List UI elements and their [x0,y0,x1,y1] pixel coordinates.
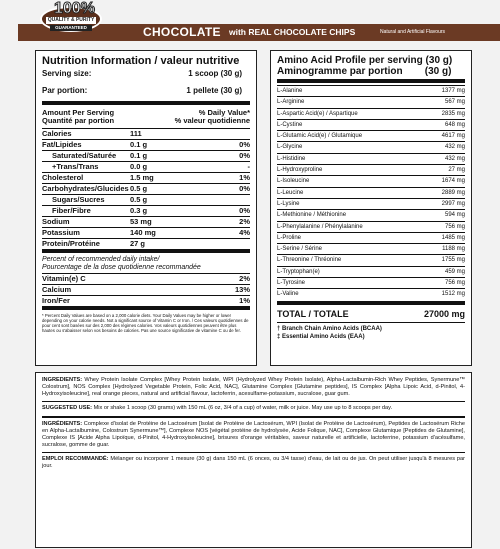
nutrient-name: Sodium [42,217,70,226]
amino-row [277,108,465,119]
amino-name: L-Isoleucine [277,178,310,185]
nutrient-quantity: 0.5 g [130,184,148,193]
divider [42,416,465,418]
suggested-use-en [42,405,465,412]
vitamin-row [42,295,250,306]
amino-name: L-Aspartic Acid(e) / Aspartique [277,110,358,117]
vitamin-pct: 1% [239,296,250,305]
amino-name: L-Alanine [277,88,303,94]
amino-row [277,153,465,164]
amino-row [277,266,465,277]
nutrition-row [42,216,250,227]
amino-value: 2835 mg [441,110,465,117]
flavor-name: CHOCOLATE [143,25,221,39]
ingredients-en [42,377,465,398]
amino-name: L-Proline [277,234,302,241]
vitamin-rows [42,273,250,306]
nutrition-row [42,238,250,249]
per-portion-value: 1 pellete (30 g) [186,86,242,95]
amino-value: 594 mg [444,212,465,219]
product-header [18,0,500,45]
vitamin-pct: 13% [234,285,250,294]
amino-name: L-Valine [277,291,299,298]
nutrient-quantity: 0.1 g [130,151,148,160]
amino-name: L-Histidine [277,155,306,162]
vitamin-name: Iron/Fer [42,296,70,305]
badge-line-1: QUALITY & PURITY [47,17,95,23]
amino-value: 27 mg [448,167,465,174]
vitamin-name: Vitamin(e) C [42,274,86,283]
nutrient-daily-value: - [247,162,250,171]
nutrient-name: Cholesterol [42,173,84,182]
amino-row [277,277,465,288]
vitamin-name: Calcium [42,285,72,294]
per-portion-row [42,86,250,101]
nutrient-quantity: 0.5 g [130,195,148,204]
nutrient-daily-value: 0% [239,140,250,149]
per-portion-label: Par portion: [42,86,88,95]
nutrient-quantity: 1.5 mg [130,173,154,182]
nutrition-row [42,227,250,238]
nutrient-name: Saturated/Saturée [52,151,117,160]
vitamin-pct: 2% [239,274,250,283]
amino-title-fr: Aminogramme par portion (30 g) [277,66,452,77]
nutrient-name: Potassium [42,228,80,237]
nutrition-row [42,172,250,183]
amino-value: 756 mg [444,223,465,230]
nutrition-rows [42,128,250,249]
amino-total-value: 27000 mg [423,308,465,319]
serving-size-label: Serving size: [42,69,92,78]
amino-name: L-Hydroxyproline [277,167,323,174]
amino-total-row [277,305,465,320]
emploi-label: EMPLOI RECOMMANDÉ: [42,456,109,462]
nutrition-panel [35,50,257,366]
bcaa-note: † Branch Chain Amino Acids (BCAA) [277,325,382,332]
amino-name: L-Lysine [277,200,300,207]
nutrient-name: Sugars/Sucres [52,195,105,204]
nutrition-row [42,128,250,139]
flavor-with: with REAL CHOCOLATE CHIPS [229,27,356,37]
ingredients-fr-text: Complexe d'isolat de Protéine de Lactosérum [Isolat de Protéine de Lactosérum, WPI (Isolat de Protéine de Lactosérum), Peptides de Lactosérum Riche en Alpha-Lactalbumine, Colostrum Synermune™], Complexe NOS [végétal protéine de hydrolysée, Acide Folique, NAC], Complexe Glutamique [Peptides de Glutamine], Complexe IS [Acide Alpha Lipoïque, d-Pinitol, 4-Hydroxyisoleucine], brisures d'orange véritables, saveur naturelle et artificielle, lactoferrine, potassium d'acésulfame, sucralose, gomme de guar. [42,421,465,448]
amino-name: L-Leucine [277,189,304,196]
nutrition-row [42,139,250,150]
amino-name: L-Methionine / Méthionine [277,212,347,219]
amino-value: 1485 mg [441,234,465,241]
amino-value: 432 mg [444,155,465,162]
nutrition-row [42,150,250,161]
nutrient-quantity: 0.3 g [130,206,148,215]
nutrition-row [42,183,250,194]
nutrient-daily-value: 4% [239,228,250,237]
amino-value: 1377 mg [441,88,465,94]
divider [42,452,465,453]
amino-name: L-Arginine [277,99,305,106]
amino-name: L-Glutamic Acid(e) / Glutamique [277,133,363,140]
ingredients-fr [42,421,465,449]
amino-title-en: Amino Acid Profile per serving (30 g) [277,55,453,66]
nutrient-name: Protein/Protéine [42,239,100,248]
nutrition-title: Nutrition Information / valeur nutritive [42,55,240,67]
suggested-use-fr [42,456,465,470]
nutrient-name: Carbohydrates/Glucides [42,184,129,193]
nutrient-daily-value: 2% [239,217,250,226]
nutrient-daily-value: 0% [239,184,250,193]
amount-header-en: Amount Per Serving [42,108,115,117]
amino-value: 1512 mg [441,291,465,298]
nutrient-quantity: 0.0 g [130,162,148,171]
nutrient-daily-value: 0% [239,206,250,215]
divider [42,401,465,402]
nutrient-quantity: 111 [130,129,142,138]
ingredients-fr-label: INGRÉDIENTS: [42,421,83,427]
dv-header-fr: % valeur quotidienne [174,116,250,125]
nutrient-daily-value: 1% [239,173,250,182]
amino-row [277,187,465,198]
amino-value: 1188 mg [442,246,465,253]
amino-row [277,85,465,96]
amino-value: 459 mg [444,268,465,275]
nutrition-footnote: * Percent Daily Values are based on a 2,000 calorie diets. Your Daily Values may be higher or lower depending on your calorie needs. Not a significant source of Vitamin C or Iron. / Ces valeurs quotidiennes de pour cent sont basées sur des 2,000 des régimes calories. Vos valeurs quotidiennes peuvent être plus hautes ou s'abaisser selon vos besoins de calories. Pas une source significative de vitamine C ou de fer. [42,313,249,333]
nutrient-quantity: 27 g [130,239,146,248]
amino-name: L-Phenylalanine / Phénylalanine [277,223,363,230]
amino-value: 567 mg [444,99,465,106]
amino-value: 2889 mg [441,189,465,196]
amino-panel [270,50,472,366]
amino-value: 1674 mg [441,178,465,185]
nutrition-row [42,205,250,216]
amino-row [277,141,465,152]
amino-name: L-Threonine / Thréonine [277,257,342,264]
nutrient-quantity: 140 mg [130,228,156,237]
pct-note-en: Percent of recommended daily intake/ [42,256,160,263]
vitamin-row [42,284,250,295]
amino-value: 1755 mg [441,257,465,264]
eaa-note: ‡ Essential Amino Acids (EAA) [277,333,365,340]
amount-header-fr: Quantité par portion [42,116,115,125]
nutrient-name: Calories [42,129,72,138]
ingredients-panel [35,372,472,548]
amino-rows [277,85,465,300]
amino-value: 756 mg [444,280,465,287]
nutrient-daily-value: 0% [239,151,250,160]
suggested-use-text: Mix or shake 1 scoop (30 grams) with 150 mL (6 oz, 3/4 of a cup) of water, milk or juice. May use up to 8 scoops per day. [92,405,393,411]
ingredients-en-text: Whey Protein Isolate Complex [Whey Protein Isolate, WPI (Hydrolyzed Whey Protein Isolate), Alpha-Lactalbumin-Rich Whey Peptides, Synermune™ Colostrum], NOS Complex [Hydrolyzed Vegetable Protein, Folic Acid, NAC], Glutamine Complex [Glutamine peptides], IS Complex [Alpha Lipoic Acid, d-Pinitol, 4-Hydroxyisoleucine], real orange pieces, natural and artificial flavour, lactoferrin, acesulfame-potassium, sucralose, guar gum. [42,377,465,397]
vitamin-row [42,273,250,284]
amino-value: 432 mg [444,144,465,151]
nutrient-quantity: 53 mg [130,217,152,226]
suggested-use-label: SUGGESTED USE: [42,405,93,411]
amino-total-label: TOTAL / TOTALE [277,308,349,319]
nutrition-row [42,161,250,172]
amino-name: L-Serine / Sérine [277,246,323,253]
pct-note-fr: Pourcentage de la dose quotidienne recommandée [42,263,201,271]
amino-row [277,232,465,243]
amino-row [277,254,465,265]
quality-badge-logo [40,0,102,36]
dv-header-en: % Daily Value* [198,108,250,117]
amino-name: L-Tryptophan(e) [277,268,320,275]
ingredients-en-label: INGREDIENTS: [42,377,83,383]
amino-row [277,96,465,107]
nutrient-quantity: 0.1 g [130,140,148,149]
amino-row [277,164,465,175]
amino-value: 4617 mg [441,133,465,140]
amino-value: 2997 mg [441,200,465,207]
amino-name: L-Tyrosine [277,280,306,287]
amino-row [277,130,465,141]
nutrient-daily-value [200,129,250,139]
amino-row [277,221,465,232]
amino-row [277,288,465,299]
nutrient-name: Fat/Lipides [42,140,82,149]
amino-name: L-Glycine [277,144,303,151]
pct-note [42,253,250,273]
amino-notes [277,322,465,341]
amount-header [42,105,250,125]
amino-row [277,243,465,254]
nutrient-name: +Trans/Trans [52,162,99,171]
amino-value: 648 mg [444,121,465,128]
amino-row [277,175,465,186]
amino-row [277,119,465,130]
amino-row [277,209,465,220]
badge-number: 100% [54,0,95,17]
badge-line-2: GUARANTEED [50,25,92,31]
amino-name: L-Cystine [277,121,303,128]
divider-thick [277,79,465,83]
nutrient-daily-value [200,239,250,249]
nutrition-row [42,194,250,205]
nutrient-name: Fiber/Fibre [52,206,91,215]
nutrient-daily-value [200,195,250,205]
amino-row [277,198,465,209]
serving-size-value: 1 scoop (30 g) [188,69,242,78]
serving-size-row [42,69,250,78]
flavor-note: Natural and Artificial Flavours [380,29,446,35]
emploi-text: Mélanger ou incorporer 1 mesure (30 g) dans 150 mL (6 onces, ou 3/4 tasse) d'eau, de lait ou de jus. On peut utiliser jusqu'à 8 mesures par jour. [42,456,465,469]
